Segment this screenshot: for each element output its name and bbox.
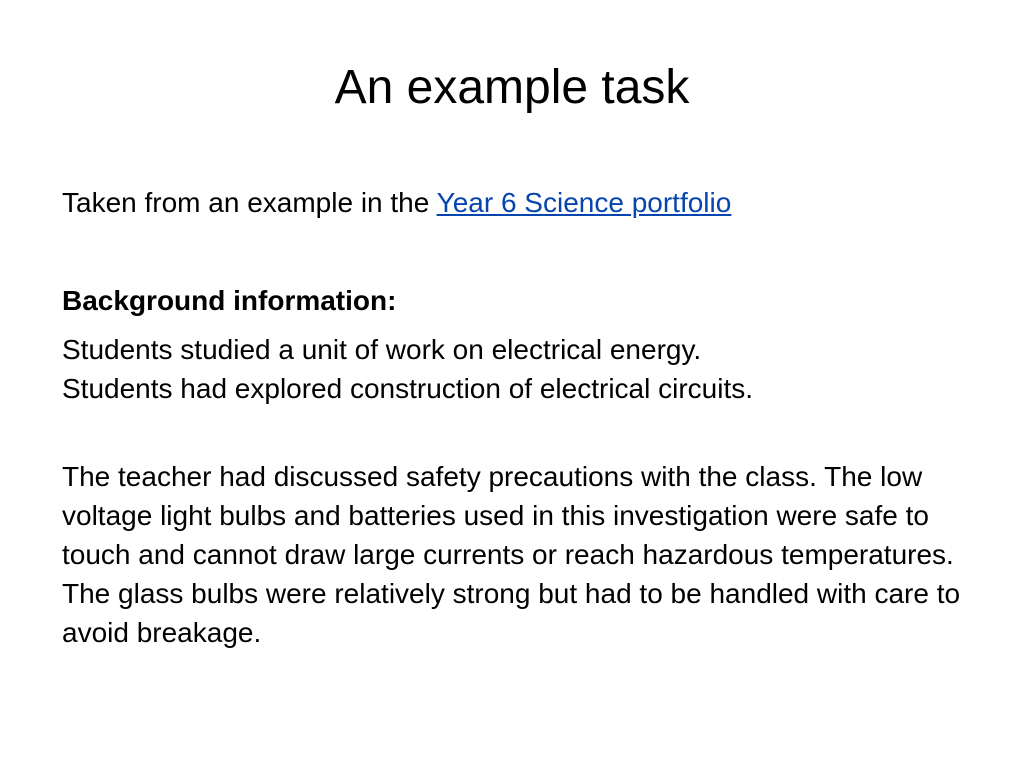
slide-content [62,183,982,652]
safety-paragraph: The teacher had discussed safety precautions with the class. The low voltage light bulbs and batteries used in this investigation were safe to touch and cannot draw large currents or reach hazardous temperatures. The glass bulbs were relatively strong but had to be handled with care to avoid breakage. [62,461,961,648]
intro-text: Taken from an example in the [62,187,437,218]
year6-science-portfolio-link[interactable]: Year 6 Science portfolio [436,187,732,218]
background-line-1: Students studied a unit of work on electrical energy. [62,334,702,365]
background-paragraph [62,330,982,408]
intro-paragraph [62,183,982,222]
slide-title: An example task [334,61,690,114]
background-heading: Background information: [62,285,397,316]
background-line-2: Students had explored construction of electrical circuits. [62,373,754,404]
